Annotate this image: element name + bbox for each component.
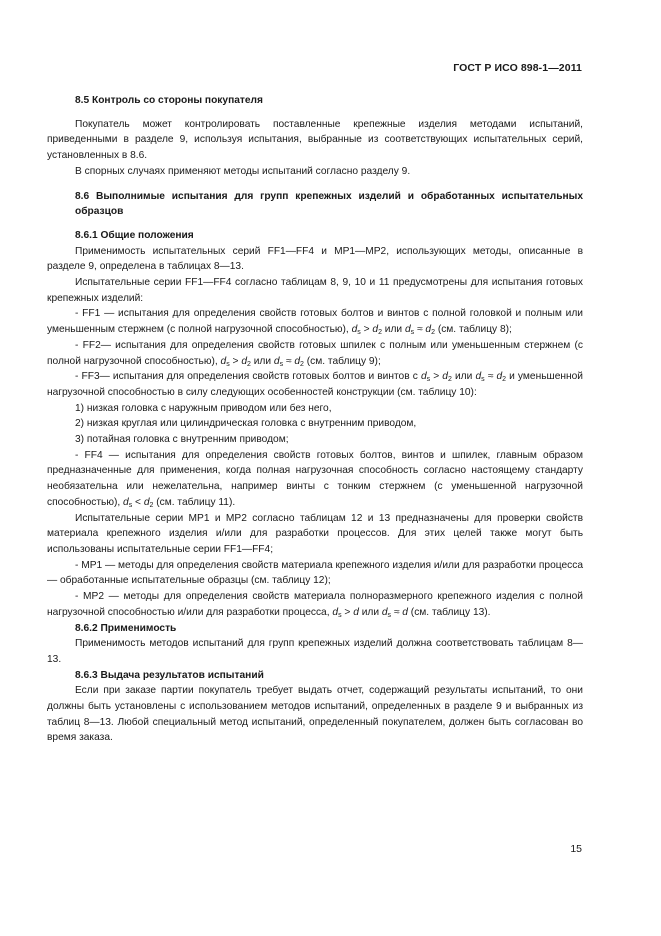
- mp2-item: - MP2 — методы для определения свойств материала полноразмерного крепежного изделия с полной нагрузочной способностью и/или для разработки процесса, $d_s > d$ или $d_s \approx d$ (см. таблицу 13).: [47, 591, 583, 619]
- ff4-text: - FF4 — испытания для определения свойств готовых болтов, винтов и шпилек, главным образом предназначенные для применения, когда полная нагрузочная способность согласно настоящему стандарту необязательна или нежелательна, например винты с тонким стержнем (с уменьшенной нагрузочной способностью),: [47, 449, 583, 508]
- ff4-item: - FF4 — испытания для определения свойств готовых болтов, винтов и шпилек, главным образом предназначенные для применения, когда полная нагрузочная способность согласно настоящему стандарту необязательна или нежелательна, например винты с тонким стержнем (с уменьшенной нагрузочной способностью), $d_s < d_2$ (см. таблицу 11).: [47, 449, 583, 509]
- section-8-6-1-title: 8.6.1 Общие положения: [75, 229, 194, 241]
- ff3-rest: и уменьшенной нагрузочной способностью в силу следующих особенностей конструкции (см. таблицу 10):: [47, 371, 583, 398]
- ff3-item: - FF3— испытания для определения свойств готовых болтов и винтов с $d_s > d_2$ или $d_s \approx d_2$ и уменьшенной нагрузочной способностью в силу следующих особенностей конструкции (см. таблицу 10):: [47, 371, 583, 398]
- mp2-ref: (см. таблицу 13).: [407, 606, 491, 618]
- mp1-item: - MP1 — методы для определения свойств материала крепежного изделия и/или для разработки процесса — обработанные испытательные образцы (см. таблицу 12);: [47, 559, 583, 587]
- section-8-6-1-paragraph-2: Испытательные серии FF1—FF4 согласно таблицам 8, 9, 10 и 11 предусмотрены для испытания готовых крепежных изделий:: [47, 277, 583, 304]
- document-body: [47, 93, 583, 746]
- section-8-5-title: 8.5 Контроль со стороны покупателя: [75, 95, 263, 106]
- document-header: ГОСТ Р ИСО 898-1—2011: [453, 62, 582, 74]
- ff1-item: - FF1 — испытания для определения свойств готовых болтов и винтов с полной головкой и полным или уменьшенным стержнем (с полной нагрузочной способностью), $d_s > d_2$ или $d_s \approx d_2$ (см. таблицу 8);: [47, 308, 583, 337]
- ff1-text: - FF1 — испытания для определения свойств готовых болтов и винтов с полной головкой и полным или уменьшенным стержнем (с полной нагрузочной способностью),: [47, 308, 583, 336]
- list-item-3: 3) потайная головка с внутренним приводом;: [75, 434, 289, 446]
- ff2-text: - FF2— испытания для определения свойств готовых шпилек с полным или уменьшенным стержнем (с полной нагрузочной способностью),: [47, 339, 583, 367]
- ff3-or: или: [451, 371, 476, 383]
- list-item-2: 2) низкая круглая или цилиндрическая головка с внутренним приводом,: [75, 418, 417, 430]
- page-number: 15: [570, 843, 582, 855]
- section-8-6-title: 8.6 Выполнимые испытания для групп крепежных изделий и обработанных испытательных образцов: [75, 190, 583, 218]
- section-8-5-paragraph-1: Покупатель может контролировать поставленные крепежные изделия методами испытаний, приведенными в разделе 9, используя испытания, выбранные из соответствующих испытательных серий, установленных в 8.6.: [47, 118, 583, 162]
- section-8-6-2-title: 8.6.2 Применимость: [75, 622, 177, 634]
- mp2-text: - MP2 — методы для определения свойств материала полноразмерного крепежного изделия с полной нагрузочной способностью и/или для разработки процесса,: [47, 591, 583, 618]
- section-8-6-2-paragraph: Применимость методов испытаний для групп крепежных изделий должна соответствовать таблицам 8—13.: [47, 638, 583, 665]
- section-8-6-3-title: 8.6.3 Выдача результатов испытаний: [75, 669, 264, 681]
- section-8-6-1-paragraph-1: Применимость испытательных серий FF1—FF4 и MP1—MP2, использующих методы, описанные в разделе 9, определена в таблицах 8—13.: [47, 245, 583, 273]
- ff2-ref: (см. таблицу 9);: [303, 355, 381, 367]
- mp-paragraph: Испытательные серии MP1 и MP2 согласно таблицам 12 и 13 предназначены для проверки свойств материала крепежного изделия и/или для разработки процессов. Для этих целей также могут быть использованы испытательные серии FF1—FF4;: [47, 512, 583, 555]
- ff4-ref: (см. таблицу 11).: [153, 496, 236, 508]
- ff1-ref: (см. таблицу 8);: [434, 324, 512, 336]
- section-8-5-paragraph-2: В спорных случаях применяют методы испытаний согласно разделу 9.: [75, 165, 411, 177]
- ff2-item: - FF2— испытания для определения свойств готовых шпилек с полным или уменьшенным стержнем (с полной нагрузочной способностью), $d_s > d_2$ или $d_s \approx d_2$ (см. таблицу 9);: [47, 339, 583, 368]
- section-8-6-3-paragraph: Если при заказе партии покупатель требует выдать отчет, содержащий результаты испытаний, то они должны быть установлены с использованием методов испытаний, определенных в разделе 9 и выбранных из таблиц 8—13. Любой специальный метод испытаний, определенный покупателем, должен быть согласован во время заказа.: [47, 685, 583, 744]
- list-item-1: 1) низкая головка с наружным приводом или без него,: [75, 402, 332, 414]
- ff3-text: - FF3— испытания для определения свойств готовых болтов и винтов с: [75, 371, 421, 383]
